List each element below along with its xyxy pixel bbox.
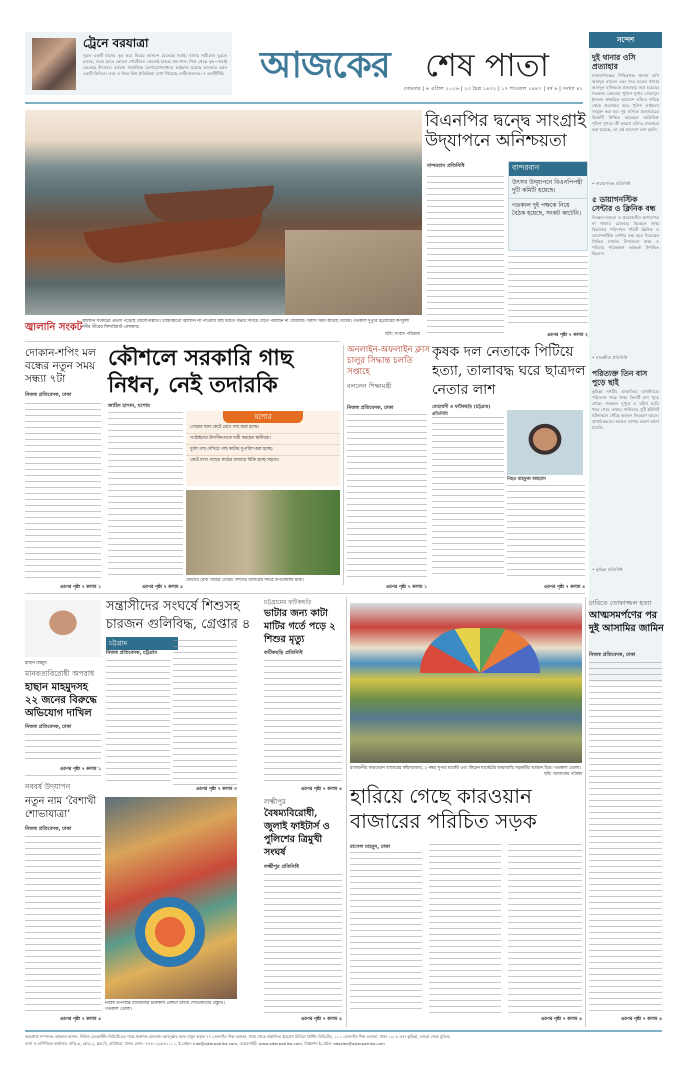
shops-body (25, 403, 101, 581)
classes-body (347, 414, 427, 579)
market-headline[interactable]: হারিয়ে গেছে কারওয়ান বাজারের পরিচিত সড়ক (350, 784, 537, 833)
trees-continued[interactable]: এরপর পৃষ্ঠা ৭ কলাম ৫ (141, 585, 183, 590)
market-photo (350, 603, 582, 763)
teaser-box[interactable] (25, 32, 232, 95)
newyear-continued[interactable]: এরপর পৃষ্ঠা ৭ কলাম ৪ (59, 1017, 101, 1022)
clash-body-col1 (106, 660, 170, 785)
mask-shape (135, 897, 205, 967)
sidebar-item-body: কুমিল্লা নগরীর ডাকাতিয়া বাসস্ট্যান্ডে পরিত্যক্ত পড়ে থাকা তিনটি বাস পুড়ে গেছে। গতকাল দুপুরে এ ঘটনা ঘটে। খবর পেয়ে ফায়ার সার্ভিসের দুটি ইউনিট ঘটনাস্থলে পৌঁছে আগুন নিয়ন্ত্রণে আনে। প্রাথমিকভাবে আগুন লাগার কারণ জানা যায়নি। (592, 389, 659, 430)
lead-body-col2 (508, 256, 588, 326)
brick-body (264, 660, 342, 785)
newyear-body (25, 836, 101, 1012)
masthead-title-bold: আজকের (260, 45, 390, 86)
lakshmipur-continued[interactable]: এরপর পৃষ্ঠা ৭ কলাম ৫ (300, 1017, 342, 1022)
newyear-byline: নিজস্ব প্রতিবেদক, ঢাকা (25, 826, 72, 832)
hasan-continued[interactable]: এরপর পৃষ্ঠা ৭ কলাম ১ (59, 767, 101, 772)
teaser-photo (32, 38, 76, 90)
classes-headline[interactable]: অনলাইন-অফলাইন ক্লাস চালুর সিদ্ধান্ত চলতি সপ্তাহে (347, 345, 430, 377)
lead-infobox (508, 161, 588, 251)
trees-box-point: দুর্বল গাছ দেখিয়ে গাছ কাটার সুপারিশ করা হচ্ছে। (186, 445, 340, 456)
lead-continued[interactable]: এরপর পৃষ্ঠা ৭ কলাম ২ (546, 333, 588, 338)
brick-headline[interactable]: ভাটার জন্য কাটা মাটির গর্তে পড়ে ২ শিশুর মৃত্যু (264, 608, 336, 645)
market-continued[interactable]: এরপর পৃষ্ঠা ৭ কলাম ৪ (540, 1017, 582, 1022)
divider (343, 345, 344, 585)
lakshmipur-body (264, 874, 342, 1014)
market-byline: রাসেল মাহমুদ, ঢাকা (350, 844, 391, 850)
sidebar (589, 32, 662, 682)
farmer-body-col2 (507, 485, 585, 580)
farmer-body (432, 417, 504, 579)
lead-infobox-title: বান্দরবান (509, 162, 587, 176)
lakshmipur-kicker: লক্ষ্মীপুর (264, 798, 286, 806)
masthead-title-light: শেষ পাতা (425, 46, 550, 84)
market-body-col1 (350, 852, 422, 1014)
bail-byline: নিজস্ব প্রতিবেদক, ঢাকা (589, 652, 636, 658)
trees-caption: যেভাবে রেখা গাছের গোড়া। সম্প্রতি যশোরের সদরে উপজেলায় মারা। (186, 578, 304, 583)
trees-box-point: সংশ্লিষ্টদের উদাসীনতাকে দায়ী করছেন স্থানীয়রা। (186, 434, 340, 445)
hasan-photo-caption: হাছান মাহমুদ (25, 661, 47, 666)
sidebar-item-body: নিবন্ধন নবায়ন ও প্রয়োজনীয় কাগজপত্র না থাকায় রোববার বিকেলে স্বাস্থ্য বিভাগের পরিদর্শনে পাঁচটি ক্লিনিক ও ডায়াগনস্টিক সেন্টার বন্ধ করে দিয়েছেন সিভিল সার্জন। উপজেলা স্বাস্থ্য ও পরিবার পরিকল্পনা কর্মকর্তা উপস্থিত ছিলেন। (592, 215, 659, 256)
divider (25, 593, 585, 594)
classes-continued[interactable]: এরপর পৃষ্ঠা ৭ কলাম ১ (385, 585, 427, 590)
photo-caption-text: জ্বালানি সংকটের প্রভাব পড়েছে জেলেপল্লিতে। চাহিদামতো জ্বালানি না পাওয়ায় মাছ ধরতে গভীর সাগরে যেতে পারছেন না জেলেরা। অলস সময় কাটছে তাদের। গতকাল দুপুরে চট্টগ্রামের কর্ণফুলী নদীর তীরের ফিশারিঘাট এলাকায়। (82, 319, 410, 330)
market-credit: ছবি: আজকের পত্রিকা (544, 772, 582, 777)
hasan-body (25, 734, 101, 764)
hasan-kicker: মানবতাবিরোধী অপরাধ (25, 669, 95, 678)
newyear-headline[interactable]: নতুন নাম ‘বৈশাখী শোভাযাত্রা’ (25, 796, 97, 820)
sidebar-item-body: নারায়ণগঞ্জের সিদ্ধিরগঞ্জ থানার ওসি আবদুল বাতেন এবং সদর মডেল থানার আবদুল হালিমকে প্রত্যাহার করা হয়েছে। গতকাল রোববার পুলিশ সুপার জেয়াদুল ইসলাম স্বাক্ষরিত আদেশে তাঁদের দায়িত্ব থেকে প্রত্যাহার করে পুলিশ লাইনসে সংযুক্ত করা হয়। দুই ওসিকে প্রত্যাহারের বিষয়টি নিশ্চিত করেছেন অতিরিক্ত পুলিশ সুপার। কী কারণে তাঁদের প্রত্যাহার করা হয়েছে, তা এই আদেশে বলা হয়নি। (592, 73, 659, 132)
classes-byline: নিজস্ব প্রতিবেদক, ঢাকা (347, 405, 394, 411)
lead-photo (25, 110, 422, 315)
trees-headline[interactable]: কৌশলে সরকারি গাছ নিধন, নেই তদারকি (108, 345, 294, 398)
trees-box-title: যশোর (223, 411, 303, 423)
newyear-kicker: নববর্ষ উদ্‌যাপন (25, 782, 71, 791)
divider (346, 597, 347, 1027)
teaser-body: সুরত একটি বাসের ভূব করে বিয়ের আনন্দে মেতেছে সবাই। বাসার নারীরাও ঘুরতে চলছে, সবার হাতে কোনো পোর্টেবল। কেবলই চলছে নাচ-গান। শিশু থেকে বৃদ্ধ—সবাই মেতেছে উৎসবে। বর্তমান সামাজিক যোগাযোগমাধ্যমে ভাইরাল হয়েছে ভাওয়ার এমন একটি ভিডিও। তবে এ নিয়ে মিশ্র প্রতিক্রিয়া দেখা গিয়েছে নেটিজেনদের। • এনটিটিভি (83, 53, 227, 76)
footer-imprint: ভারপ্রাপ্ত সম্পাদক: কামরুল হাসান, নিউজ ব্রডকাস্টিং লিমিটেডের পক্ষে প্রকাশক মোহাম্মদ আবদুল্লাহ আল মামুন কর্তৃক ৭৭ তেজগাঁও শিল্প এলাকা, ঢাকা থেকে প্রকাশিত। ইমপ্রেস মিডিয়া প্রিন্টিং লিমিটেড, ১১১ তেজগাঁও শিল্প এলাকা, ঢাকা ১২০৮ এবং কুমিল্লা, বগুড়া থেকে মুদ্রিত। (25, 1034, 451, 1039)
footer-rule (25, 1030, 662, 1032)
farmer-headline[interactable]: কৃষক দল নেতাকে পিটিয়ে হত্যা, তালাবদ্ধ ঘরে ছাত্রদল নেতার লাশ (432, 344, 586, 398)
clash-byline: নিজস্ব প্রতিবেদক, চট্টগ্রাম (106, 650, 157, 656)
masthead-rule (25, 102, 583, 104)
newyear-photo-caption: নববর্ষ উপলক্ষে রাজধানীর চারুকলা প্রাঙ্গণে চলছে শোভাযাত্রার প্রস্তুতি। গতকাল তোলা। (105, 1001, 225, 1012)
clash-continued[interactable]: এরপর পৃষ্ঠা ৭ কলাম ৩ (195, 787, 237, 792)
lakshmipur-headline[interactable]: বৈষম্যবিরোধী, জুলাই ফাইটার্স ও পুলিশের ত্রিমুখী সংঘর্ষ (264, 808, 330, 858)
market-body-col2 (429, 844, 501, 1014)
shops-byline: নিজস্ব প্রতিবেদক, ঢাকা (25, 392, 72, 398)
sidebar-item-title[interactable]: দুই থানার ওসি প্রত্যাহার (592, 53, 636, 71)
bail-continued[interactable]: এরপর পৃষ্ঠা ৭ কলাম ৪ (620, 1017, 662, 1022)
sidebar-item-title[interactable]: ৫ ডায়াগনস্টিক সেন্টার ও ক্লিনিক বন্ধ (592, 195, 656, 213)
divider (585, 597, 586, 1027)
teaser-title: ট্রেনে বরযাত্রা (83, 36, 149, 50)
trees-photo (186, 490, 340, 575)
lakshmipur-byline: লক্ষ্মীপুর প্রতিনিধি (264, 864, 299, 870)
sidebar-item-source: • নারায়ণগঞ্জ প্রতিনিধি (592, 181, 631, 186)
clash-tag: চট্টগ্রাম (106, 637, 178, 650)
photo-caption-label: জ্বালানি সংকট (25, 322, 83, 333)
pier-shape (285, 230, 422, 315)
market-caption: রাজধানীর কারওয়ান বাজারের কাঁচাবাজার, ২ নম্বর সুপার মার্কেট এবং কিচেন মার্কেটের মাঝামাঝি সড়কটির বর্তমান চিত্র। গতকাল তোলা। (350, 766, 582, 771)
trees-body (108, 412, 183, 577)
hasan-photo (25, 600, 101, 657)
classes-subhead: বললেন শিক্ষামন্ত্রী (347, 382, 392, 390)
hasan-headline[interactable]: হাছান মাহমুদসহ ২২ জনের বিরুদ্ধে অভিযোগ দাখিল (25, 682, 97, 719)
shops-headline[interactable]: দোকান-শপিং মল বন্ধের নতুন সময় সন্ধ্যা ৭টা (25, 347, 96, 385)
farmer-photo-caption: নিহত মাহফুজ আহমেদ (507, 477, 546, 482)
farmer-byline: মোহাম্মদী ও ফটিকছড়ি (চট্টগ্রাম) প্রতিনিধি (432, 405, 491, 417)
hasan-byline: নিজস্ব প্রতিবেদক, ঢাকা (25, 724, 72, 730)
sidebar-item-title[interactable]: পরিত্যক্ত তিন বাস পুড়ে ছাই (592, 369, 648, 387)
photo-caption-credit: ছবি: সংবাদ পরিক্রমা (385, 332, 420, 337)
bail-kicker: ঢাবিতে তোফাজ্জল হত্যা (589, 599, 652, 607)
dateline: সোমবার | ৬ এপ্রিল ২০২৬ | ২৩ চৈত্র ১৪৩২ | ১৭ শাওয়াল ১৪৪৭ | বর্ষ ৬ | সংখ্যা ৪২ (403, 86, 583, 92)
umbrella-shape (420, 628, 540, 673)
masthead (240, 38, 585, 86)
lead-byline: বান্দরবান প্রতিনিধি (427, 163, 465, 169)
lead-headline[interactable]: বিএনপির দ্বন্দ্বে সাংগ্রাই উদ্‌যাপনে অনিশ্চয়তা (425, 111, 587, 151)
farmer-photo (507, 410, 583, 475)
bail-body (589, 662, 662, 1014)
brick-continued[interactable]: এরপর পৃষ্ঠা ৭ কলাম ৪ (300, 787, 342, 792)
sidebar-header: সন্দেশ (589, 32, 662, 48)
sidebar-item-source: • সাতক্ষীরা প্রতিনিধি (592, 355, 628, 360)
trees-byline: জাহিদ হাসান, যশোর (108, 403, 150, 409)
newyear-photo (105, 797, 237, 999)
footer-contact: বার্তা ও বাণিজ্যিক কার্যালয়: বাড়ি-৬, রোড-২, ব্লক-বি, বারিধারা, ঢাকা। ফোন: +৮৮০২৯৮৪১১১১, ই-মেইল: info@ajkerpatrika.com, ওয়েবসাইট: www.ajkerpatrika.com, বিজ্ঞাপন ই-মেইল: adsales@ajkerpatrika.com (25, 1041, 385, 1046)
sidebar-item-source: • কুমিল্লা প্রতিনিধি (592, 567, 623, 572)
farmer-continued[interactable]: এরপর পৃষ্ঠা ৭ কলাম ৪ (543, 585, 585, 590)
shops-continued[interactable]: এরপর পৃষ্ঠা ৭ কলাম ১ (59, 585, 101, 590)
trees-box (186, 411, 340, 486)
divider (25, 775, 101, 776)
clash-body-col2 (173, 640, 237, 785)
clash-headline[interactable]: সন্ত্রাসীদের সংঘর্ষে শিশুসহ চারজন গুলিবিদ্ধ, গ্রেপ্তার ৪ (106, 599, 251, 632)
divider (25, 341, 340, 342)
lead-infobox-point: গতকাল দুই পক্ষকে নিয়ে বৈঠক হয়েছে, সংকট কাটেনি। (512, 202, 582, 217)
trees-box-point: কেটে রাখা গাছের কাঠের বাজারে বিক্রি হচ্ছে সহজে। (190, 458, 279, 463)
brick-kicker: চট্টগ্রামের ফটিকছড়ি (264, 599, 312, 606)
lead-infobox-point: উৎসব উদ্‌যাপনে বিএনপিপন্থী দুটি কমিটি হয়েছে। (509, 176, 587, 199)
market-body-col3 (508, 844, 582, 1014)
bail-headline[interactable]: আত্মসমর্পণের পর দুই আসামির জামিন (589, 610, 664, 634)
lead-body-col1 (427, 176, 504, 334)
brick-byline: ফটিকছড়ি প্রতিনিধি (264, 650, 303, 656)
trees-box-point: গোড়ার ছাল কেটে রেখে গাছ মারা হচ্ছে। (186, 423, 340, 434)
